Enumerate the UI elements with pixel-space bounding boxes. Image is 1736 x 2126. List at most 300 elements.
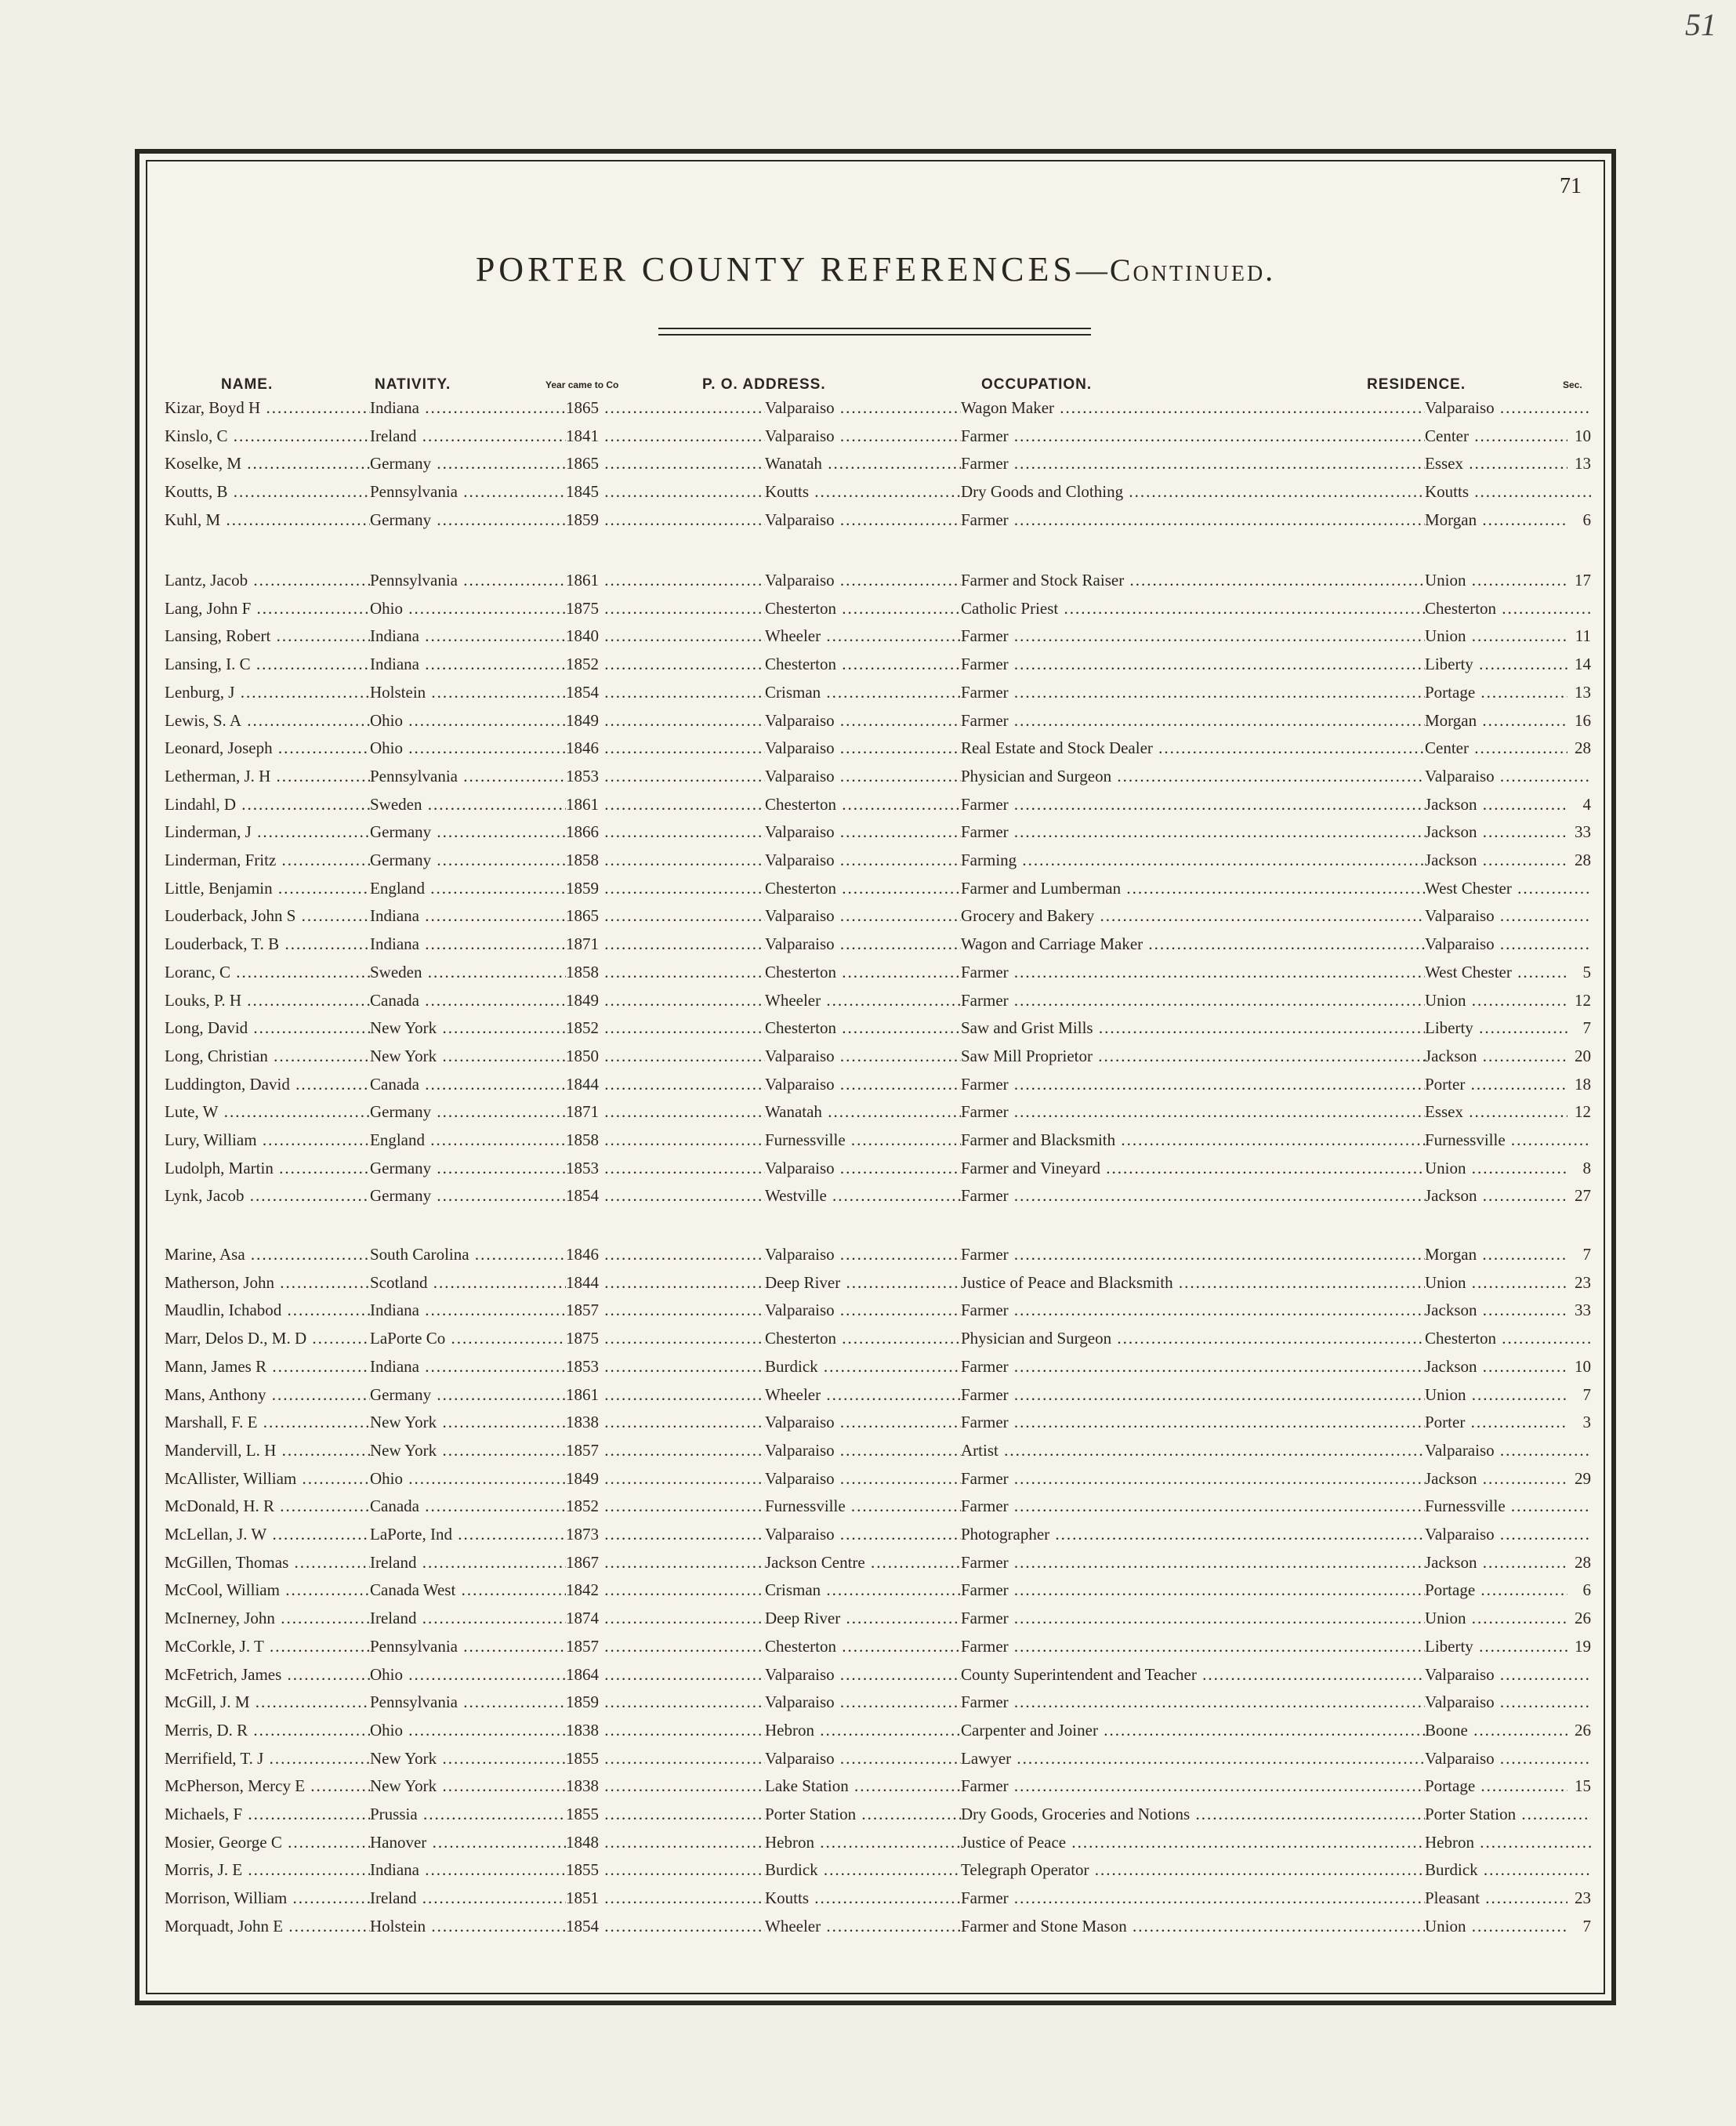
year-cell: 1849 ..... [566, 711, 765, 731]
nativity-cell: Ohio ..... [370, 1469, 566, 1489]
residence-cell: Jackson ..... [1425, 1553, 1591, 1573]
name-cell: Maudlin, Ichabod ..... [165, 1301, 370, 1320]
name-cell: Kinslo, C ..... [165, 426, 370, 446]
nativity-cell: Ohio ..... [370, 711, 566, 731]
nativity-cell: LaPorte Co ..... [370, 1329, 566, 1348]
occupation-cell: Farmer ..... [961, 454, 1425, 473]
occupation-cell: Saw Mill Proprietor ..... [961, 1047, 1425, 1066]
residence-cell: Jackson ..... [1425, 1186, 1591, 1206]
table-row [165, 426, 1591, 453]
po-address-cell: Valparaiso ..... [765, 906, 961, 926]
name-cell: Louks, P. H ..... [165, 991, 370, 1010]
section-cell: 14 [1567, 655, 1591, 674]
section-cell: 16 [1567, 711, 1591, 731]
year-cell: 1866 ..... [566, 822, 765, 842]
year-cell: 1874 ..... [566, 1609, 765, 1628]
occupation-cell: Physician and Surgeon ..... [961, 767, 1425, 786]
nativity-cell: Canada ..... [370, 1497, 566, 1516]
residence-cell: Union ..... [1425, 991, 1591, 1010]
po-address-cell: Wheeler ..... [765, 1917, 961, 1936]
table-row [165, 1385, 1591, 1412]
nativity-cell: Pennsylvania ..... [370, 482, 566, 502]
residence-cell: Union ..... [1425, 571, 1591, 590]
name-cell: McInerney, John ..... [165, 1609, 370, 1628]
residence-cell: Furnessville ..... [1425, 1130, 1591, 1150]
table-row [165, 1917, 1591, 1943]
year-cell: 1871 ..... [566, 1102, 765, 1122]
name-cell: Merrifield, T. J ..... [165, 1749, 370, 1769]
nativity-cell: Germany ..... [370, 1385, 566, 1405]
year-cell: 1859 ..... [566, 510, 765, 530]
residence-cell: Valparaiso ..... [1425, 1749, 1591, 1769]
section-cell: 29 [1567, 1469, 1591, 1489]
table-row [165, 1665, 1591, 1692]
residence-cell: Liberty ..... [1425, 1018, 1591, 1038]
section-cell: 11 [1567, 626, 1591, 646]
table-row [165, 879, 1591, 905]
section-cell: 20 [1567, 1047, 1591, 1066]
residence-cell: Morgan ..... [1425, 711, 1591, 731]
residence-cell: Center ..... [1425, 426, 1591, 446]
title-rule-bottom [658, 334, 1091, 336]
po-address-cell: Valparaiso ..... [765, 738, 961, 758]
table-row [165, 1413, 1591, 1439]
nativity-cell: Ohio ..... [370, 599, 566, 619]
table-row [165, 767, 1591, 793]
residence-cell: Boone ..... [1425, 1721, 1591, 1740]
nativity-cell: Sweden ..... [370, 963, 566, 982]
name-cell: McPherson, Mercy E ..... [165, 1776, 370, 1796]
section-cell: 17 [1567, 571, 1591, 590]
table-row [165, 1525, 1591, 1551]
year-cell: 1846 ..... [566, 738, 765, 758]
occupation-cell: Farmer ..... [961, 1692, 1425, 1712]
title-rule-top [658, 328, 1091, 329]
occupation-cell: Farmer ..... [961, 626, 1425, 646]
nativity-cell: Canada ..... [370, 1075, 566, 1094]
year-cell: 1842 ..... [566, 1580, 765, 1600]
occupation-cell: Dry Goods, Groceries and Notions ..... [961, 1805, 1425, 1824]
year-cell: 1844 ..... [566, 1273, 765, 1293]
table-row [165, 1580, 1591, 1607]
po-address-cell: Westville ..... [765, 1186, 961, 1206]
year-cell: 1855 ..... [566, 1860, 765, 1880]
table-row [165, 1245, 1591, 1272]
name-cell: Koselke, M ..... [165, 454, 370, 473]
po-address-cell: Hebron ..... [765, 1833, 961, 1852]
header-name: NAME. [221, 376, 274, 393]
table-row [165, 1441, 1591, 1468]
year-cell: 1867 ..... [566, 1553, 765, 1573]
nativity-cell: Sweden ..... [370, 795, 566, 814]
name-cell: Lenburg, J ..... [165, 683, 370, 702]
name-cell: Lantz, Jacob ..... [165, 571, 370, 590]
po-address-cell: Valparaiso ..... [765, 934, 961, 954]
nativity-cell: Indiana ..... [370, 655, 566, 674]
residence-cell: Portage ..... [1425, 683, 1591, 702]
year-cell: 1859 ..... [566, 1692, 765, 1712]
residence-cell: Portage ..... [1425, 1776, 1591, 1796]
residence-cell: Chesterton ..... [1425, 599, 1591, 619]
nativity-cell: South Carolina ..... [370, 1245, 566, 1264]
po-address-cell: Valparaiso ..... [765, 1665, 961, 1685]
occupation-cell: Farmer ..... [961, 711, 1425, 731]
nativity-cell: Canada West ..... [370, 1580, 566, 1600]
name-cell: Letherman, J. H ..... [165, 767, 370, 786]
section-cell: 28 [1567, 738, 1591, 758]
residence-cell: Center ..... [1425, 738, 1591, 758]
section-cell: 26 [1567, 1721, 1591, 1740]
nativity-cell: Germany ..... [370, 454, 566, 473]
table-row [165, 1553, 1591, 1580]
name-cell: Morris, J. E ..... [165, 1860, 370, 1880]
name-cell: Mans, Anthony ..... [165, 1385, 370, 1405]
occupation-cell: Farmer and Blacksmith ..... [961, 1130, 1425, 1150]
nativity-cell: Ireland ..... [370, 1609, 566, 1628]
residence-cell: Porter Station ..... [1425, 1805, 1591, 1824]
nativity-cell: New York ..... [370, 1776, 566, 1796]
occupation-cell: Farmer ..... [961, 1301, 1425, 1320]
table-row [165, 934, 1591, 961]
table-row [165, 1692, 1591, 1719]
occupation-cell: Farmer ..... [961, 1186, 1425, 1206]
po-address-cell: Furnessville ..... [765, 1497, 961, 1516]
po-address-cell: Valparaiso ..... [765, 1047, 961, 1066]
nativity-cell: New York ..... [370, 1018, 566, 1038]
name-cell: Lansing, Robert ..... [165, 626, 370, 646]
name-cell: Michaels, F ..... [165, 1805, 370, 1824]
nativity-cell: Pennsylvania ..... [370, 1692, 566, 1712]
year-cell: 1873 ..... [566, 1525, 765, 1544]
year-cell: 1852 ..... [566, 1497, 765, 1516]
po-address-cell: Lake Station ..... [765, 1776, 961, 1796]
name-cell: Morquadt, John E ..... [165, 1917, 370, 1936]
table-row [165, 1047, 1591, 1073]
nativity-cell: Prussia ..... [370, 1805, 566, 1824]
nativity-cell: Germany ..... [370, 1102, 566, 1122]
nativity-cell: Germany ..... [370, 510, 566, 530]
residence-cell: Portage ..... [1425, 1580, 1591, 1600]
residence-cell: Valparaiso ..... [1425, 1441, 1591, 1460]
table-row [165, 1329, 1591, 1355]
residence-cell: Valparaiso ..... [1425, 398, 1591, 418]
name-cell: Mandervill, L. H ..... [165, 1441, 370, 1460]
table-row [165, 1357, 1591, 1384]
residence-cell: Valparaiso ..... [1425, 934, 1591, 954]
year-cell: 1851 ..... [566, 1888, 765, 1908]
name-cell: Louderback, T. B ..... [165, 934, 370, 954]
po-address-cell: Wheeler ..... [765, 991, 961, 1010]
residence-cell: Liberty ..... [1425, 1637, 1591, 1656]
residence-cell: Porter ..... [1425, 1413, 1591, 1432]
po-address-cell: Chesterton ..... [765, 795, 961, 814]
table-row [165, 1186, 1591, 1213]
year-cell: 1855 ..... [566, 1805, 765, 1824]
nativity-cell: Germany ..... [370, 1159, 566, 1178]
name-cell: Lynk, Jacob ..... [165, 1186, 370, 1206]
year-cell: 1838 ..... [566, 1721, 765, 1740]
po-address-cell: Deep River ..... [765, 1273, 961, 1293]
name-cell: Little, Benjamin ..... [165, 879, 370, 898]
residence-cell: Porter ..... [1425, 1075, 1591, 1094]
table-row [165, 738, 1591, 765]
occupation-cell: Farmer and Stock Raiser ..... [961, 571, 1425, 590]
occupation-cell: Farmer ..... [961, 991, 1425, 1010]
section-cell: 3 [1567, 1413, 1591, 1432]
corner-page-note: 51 [1685, 7, 1716, 42]
residence-cell: Union ..... [1425, 1159, 1591, 1178]
table-row [165, 510, 1591, 537]
residence-cell: Jackson ..... [1425, 1357, 1591, 1377]
name-cell: Kizar, Boyd H ..... [165, 398, 370, 418]
section-cell: 8 [1567, 1159, 1591, 1178]
occupation-cell: Physician and Surgeon ..... [961, 1329, 1425, 1348]
po-address-cell: Valparaiso ..... [765, 822, 961, 842]
name-cell: Lury, William ..... [165, 1130, 370, 1150]
residence-cell: Morgan ..... [1425, 1245, 1591, 1264]
occupation-cell: Real Estate and Stock Dealer ..... [961, 738, 1425, 758]
name-cell: McGill, J. M ..... [165, 1692, 370, 1712]
year-cell: 1852 ..... [566, 1018, 765, 1038]
header-sec: Sec. [1563, 379, 1582, 390]
nativity-cell: Indiana ..... [370, 1357, 566, 1377]
occupation-cell: Farmer ..... [961, 655, 1425, 674]
section-cell: 10 [1567, 426, 1591, 446]
year-cell: 1859 ..... [566, 879, 765, 898]
name-cell: Luddington, David ..... [165, 1075, 370, 1094]
year-cell: 1861 ..... [566, 571, 765, 590]
year-cell: 1850 ..... [566, 1047, 765, 1066]
page-title [146, 249, 1605, 289]
year-cell: 1855 ..... [566, 1749, 765, 1769]
table-row [165, 1497, 1591, 1523]
year-cell: 1853 ..... [566, 767, 765, 786]
residence-cell: Liberty ..... [1425, 655, 1591, 674]
po-address-cell: Crisman ..... [765, 1580, 961, 1600]
residence-cell: Burdick ..... [1425, 1860, 1591, 1880]
residence-cell: Jackson ..... [1425, 1469, 1591, 1489]
table-row [165, 1721, 1591, 1747]
residence-cell: Valparaiso ..... [1425, 1692, 1591, 1712]
nativity-cell: Indiana ..... [370, 398, 566, 418]
year-cell: 1852 ..... [566, 655, 765, 674]
occupation-cell: Wagon Maker ..... [961, 398, 1425, 418]
name-cell: Long, Christian ..... [165, 1047, 370, 1066]
po-address-cell: Koutts ..... [765, 1888, 961, 1908]
occupation-cell: Telegraph Operator ..... [961, 1860, 1425, 1880]
nativity-cell: Holstein ..... [370, 683, 566, 702]
occupation-cell: Farmer ..... [961, 1357, 1425, 1377]
header-nativity: NATIVITY. [375, 376, 451, 393]
name-cell: McLellan, J. W ..... [165, 1525, 370, 1544]
title-suffix: —Continued. [1075, 252, 1276, 288]
nativity-cell: England ..... [370, 1130, 566, 1150]
table-row [165, 1637, 1591, 1663]
occupation-cell: Artist ..... [961, 1441, 1425, 1460]
table-row [165, 822, 1591, 849]
section-cell: 5 [1567, 963, 1591, 982]
occupation-cell: Lawyer ..... [961, 1749, 1425, 1769]
table-row [165, 398, 1591, 425]
po-address-cell: Valparaiso ..... [765, 426, 961, 446]
po-address-cell: Valparaiso ..... [765, 711, 961, 731]
header-po-address: P. O. ADDRESS. [702, 376, 826, 393]
residence-cell: Pleasant ..... [1425, 1888, 1591, 1908]
nativity-cell: Ohio ..... [370, 738, 566, 758]
occupation-cell: Farmer ..... [961, 510, 1425, 530]
po-address-cell: Jackson Centre ..... [765, 1553, 961, 1573]
section-cell: 12 [1567, 1102, 1591, 1122]
year-cell: 1854 ..... [566, 683, 765, 702]
name-cell: McGillen, Thomas ..... [165, 1553, 370, 1573]
occupation-cell: Farmer ..... [961, 1553, 1425, 1573]
nativity-cell: Pennsylvania ..... [370, 767, 566, 786]
header-occupation: OCCUPATION. [981, 376, 1093, 393]
section-cell: 28 [1567, 1553, 1591, 1573]
nativity-cell: Ohio ..... [370, 1721, 566, 1740]
occupation-cell: Farmer ..... [961, 1580, 1425, 1600]
table-row [165, 599, 1591, 626]
po-address-cell: Deep River ..... [765, 1609, 961, 1628]
year-cell: 1865 ..... [566, 906, 765, 926]
nativity-cell: Pennsylvania ..... [370, 571, 566, 590]
occupation-cell: County Superintendent and Teacher ..... [961, 1665, 1425, 1685]
year-cell: 1838 ..... [566, 1776, 765, 1796]
po-address-cell: Valparaiso ..... [765, 398, 961, 418]
section-cell: 28 [1567, 851, 1591, 870]
po-address-cell: Crisman ..... [765, 683, 961, 702]
section-cell: 23 [1567, 1888, 1591, 1908]
nativity-cell: Indiana ..... [370, 906, 566, 926]
header-residence: RESIDENCE. [1367, 376, 1466, 393]
po-address-cell: Valparaiso ..... [765, 1245, 961, 1264]
po-address-cell: Chesterton ..... [765, 963, 961, 982]
nativity-cell: Pennsylvania ..... [370, 1637, 566, 1656]
year-cell: 1865 ..... [566, 398, 765, 418]
page-number: 71 [1560, 174, 1582, 198]
table-row [165, 851, 1591, 877]
table-row [165, 711, 1591, 738]
name-cell: McCorkle, J. T ..... [165, 1637, 370, 1656]
section-cell: 7 [1567, 1385, 1591, 1405]
name-cell: Marshall, F. E ..... [165, 1413, 370, 1432]
residence-cell: Union ..... [1425, 1609, 1591, 1628]
name-cell: Lansing, I. C ..... [165, 655, 370, 674]
occupation-cell: Farmer ..... [961, 1245, 1425, 1264]
po-address-cell: Wheeler ..... [765, 626, 961, 646]
section-cell: 13 [1567, 454, 1591, 473]
po-address-cell: Chesterton ..... [765, 1329, 961, 1348]
po-address-cell: Wanatah ..... [765, 454, 961, 473]
table-row [165, 963, 1591, 989]
residence-cell: Valparaiso ..... [1425, 1525, 1591, 1544]
nativity-cell: Germany ..... [370, 1186, 566, 1206]
header-year: Year came to Co [545, 379, 619, 390]
nativity-cell: New York ..... [370, 1047, 566, 1066]
section-cell: 27 [1567, 1186, 1591, 1206]
table-row [165, 571, 1591, 597]
po-address-cell: Wanatah ..... [765, 1102, 961, 1122]
name-cell: Lute, W ..... [165, 1102, 370, 1122]
occupation-cell: Farmer and Stone Mason ..... [961, 1917, 1425, 1936]
name-cell: Linderman, J ..... [165, 822, 370, 842]
po-address-cell: Burdick ..... [765, 1860, 961, 1880]
residence-cell: Chesterton ..... [1425, 1329, 1591, 1348]
nativity-cell: Indiana ..... [370, 1860, 566, 1880]
nativity-cell: Canada ..... [370, 991, 566, 1010]
occupation-cell: Farmer ..... [961, 1637, 1425, 1656]
occupation-cell: Farmer ..... [961, 963, 1425, 982]
year-cell: 1857 ..... [566, 1301, 765, 1320]
nativity-cell: New York ..... [370, 1749, 566, 1769]
section-cell: 23 [1567, 1273, 1591, 1293]
name-cell: Koutts, B ..... [165, 482, 370, 502]
table-row [165, 1273, 1591, 1300]
residence-cell: Valparaiso ..... [1425, 1665, 1591, 1685]
year-cell: 1871 ..... [566, 934, 765, 954]
year-cell: 1848 ..... [566, 1833, 765, 1852]
residence-cell: Koutts ..... [1425, 482, 1591, 502]
nativity-cell: Ireland ..... [370, 426, 566, 446]
table-row [165, 655, 1591, 681]
table-row [165, 1888, 1591, 1915]
po-address-cell: Valparaiso ..... [765, 1075, 961, 1094]
name-cell: Matherson, John ..... [165, 1273, 370, 1293]
year-cell: 1840 ..... [566, 626, 765, 646]
occupation-cell: Farmer ..... [961, 1776, 1425, 1796]
name-cell: Lindahl, D ..... [165, 795, 370, 814]
po-address-cell: Chesterton ..... [765, 1018, 961, 1038]
name-cell: Louderback, John S ..... [165, 906, 370, 926]
occupation-cell: Farmer ..... [961, 795, 1425, 814]
year-cell: 1849 ..... [566, 991, 765, 1010]
table-row [165, 1301, 1591, 1327]
name-cell: McAllister, William ..... [165, 1469, 370, 1489]
name-cell: Lang, John F ..... [165, 599, 370, 619]
name-cell: Merris, D. R ..... [165, 1721, 370, 1740]
residence-cell: Valparaiso ..... [1425, 767, 1591, 786]
year-cell: 1864 ..... [566, 1665, 765, 1685]
po-address-cell: Valparaiso ..... [765, 510, 961, 530]
occupation-cell: Grocery and Bakery ..... [961, 906, 1425, 926]
name-cell: Ludolph, Martin ..... [165, 1159, 370, 1178]
table-row [165, 1776, 1591, 1803]
nativity-cell: Scotland ..... [370, 1273, 566, 1293]
name-cell: Marine, Asa ..... [165, 1245, 370, 1264]
year-cell: 1838 ..... [566, 1413, 765, 1432]
year-cell: 1858 ..... [566, 963, 765, 982]
table-row [165, 1018, 1591, 1045]
occupation-cell: Farmer ..... [961, 1888, 1425, 1908]
name-cell: McDonald, H. R ..... [165, 1497, 370, 1516]
section-cell: 7 [1567, 1245, 1591, 1264]
year-cell: 1854 ..... [566, 1186, 765, 1206]
year-cell: 1846 ..... [566, 1245, 765, 1264]
nativity-cell: Ireland ..... [370, 1553, 566, 1573]
year-cell: 1858 ..... [566, 1130, 765, 1150]
title-main: PORTER COUNTY REFERENCES [475, 250, 1076, 288]
section-cell: 12 [1567, 991, 1591, 1010]
po-address-cell: Valparaiso ..... [765, 1749, 961, 1769]
year-cell: 1853 ..... [566, 1357, 765, 1377]
po-address-cell: Valparaiso ..... [765, 767, 961, 786]
table-row [165, 1159, 1591, 1185]
year-cell: 1875 ..... [566, 599, 765, 619]
table-row [165, 991, 1591, 1018]
table-row [165, 626, 1591, 653]
nativity-cell: Ireland ..... [370, 1888, 566, 1908]
residence-cell: Jackson ..... [1425, 1047, 1591, 1066]
